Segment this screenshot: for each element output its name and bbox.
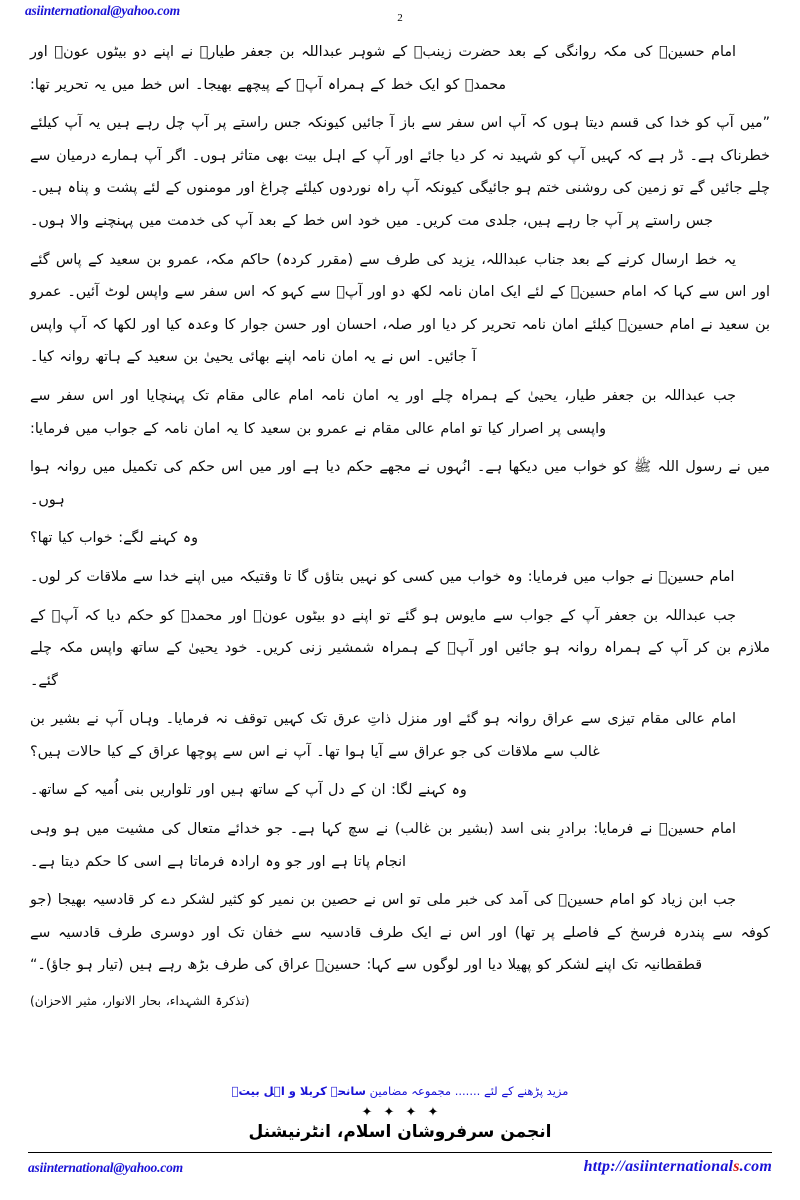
paragraph-3: یہ خط ارسال کرنے کے بعد جناب عبداللہ، یزید کی طرف سے (مقرر کردہ) حاکم مکہ، عمرو بن سعید کے پاس گئے اور اس سے کہا کہ امام حسینؑ کے لئے ایک امان نامہ لکھ دو اور آپؑ سے کہو کہ اس سفر سے واپس لوٹ آئیں۔ عمرو بن سعید نے امام حسینؑ کیلئے امان نامہ تحریر کر دیا اور صلہ، احسان اور حسن جوار کا وعدہ کیا اور لکھا کہ آپ واپس آ جائیں۔ اس نے یہ امان نامہ اپنے بھائی یحییٰ بن سعید کے ہاتھ روانہ کیا۔ [30,251,770,366]
diamond-icon: ✦ [383,1105,395,1120]
paragraph-6: وہ کہنے لگے: خواب کیا تھا؟ [30,530,198,547]
paragraph-12: جب ابن زیاد کو امام حسینؑ کی آمد کی خبر ملی تو اس نے حصین بن نمیر کو کثیر لشکر دے کر قادسیہ بھیجا (جو کوفہ سے پندرہ فرسخ کے فاصلے پر تھا) اور اس نے ایک طرف قادسیہ سے خفان تک اور دوسری طرف قادسیہ سے قطقطانیہ تک اپنے لشکر کو پھیلا دیا اور لوگوں سے کہا: حسینؑ عراق کی طرف بڑھ رہے ہیں (تیار ہو جاؤ)۔“ [30,892,770,974]
diamond-icon: ✦ [361,1105,373,1120]
source-citation: (تذکرۃ الشہداء، بحار الانوار، مثیر الاحزان) [30,994,250,1009]
organization-name: انجمن سرفروشان اسلام، انٹرنیشنل [248,1122,552,1142]
paragraph-4: جب عبداللہ بن جعفر طیار، یحییٰ کے ہمراہ چلے اور یہ امان نامہ امام عالی مقام تک پہنچایا اور اس سفر سے واپسی پر اصرار کیا تو امام عالی مقام نے عمرو بن سعید کا یہ امان نامہ کے جواب میں فرمایا: [30,387,736,437]
paragraph-8: جب عبداللہ بن جعفر آپ کے جواب سے مایوس ہو گئے تو اپنے دو بیٹوں عونؓ اور محمدؓ کو حکم دیا کہ آپؑ کے ملازم بن کر آپ کے ہمراہ روانہ ہو جائیں اور آپؑ کے ہمراہ شمشیر زنی کریں۔ خود یحییٰ کے ساتھ واپس مکہ چلے گئے۔ [30,607,770,689]
footer-website-link[interactable] [584,1158,772,1176]
more-reading-title: سانحہ کربلا و اہل بیتؓ [231,1084,366,1098]
footer-url-accent: s [733,1158,740,1175]
paragraph-7: امام حسینؑ نے جواب میں فرمایا: وہ خواب میں کسی کو نہیں بتاؤں گا تا وقتیکہ میں اپنے خدا سے ملاقات کر لوں۔ [30,568,735,585]
page-footer [0,1157,800,1187]
paragraph-10: وہ کہنے لگا: ان کے دل آپ کے ساتھ ہیں اور تلواریں بنی اُمیہ کے ساتھ۔ [30,782,467,799]
paragraph-2: ”میں آپ کو خدا کی قسم دیتا ہوں کہ آپ اس سفر سے باز آ جائیں کیونکہ جس راستے پر آپ چل رہے ہیں یہ آپ کیلئے خطرناک ہے۔ ڈر ہے کہ کہیں آپ کو شہید نہ کر دیا جائے اور آپ کے اہل بیت بھی متاثر ہوں۔ اگر آپ ہمارے درمیان سے چلے جائیں گے تو زمین کی روشنی ختم ہو جائیگی کیونکہ آپ راہ نوردوں کیلئے چراغ اور مومنوں کے لئے پشت و پناہ ہیں۔ جس راستے پر آپ جا رہے ہیں، جلدی مت کریں۔ میں خود اس خط کے بعد آپ کی خدمت میں پہنچنے والا ہوں۔ [30,115,770,229]
diamond-icon: ✦ [405,1105,417,1120]
page-header [0,0,800,34]
footer-email-link[interactable]: asiinternational@yahoo.com [28,1160,183,1175]
footer-divider [28,1152,772,1153]
page-number: 2 [397,12,403,24]
more-reading-line [30,1084,770,1098]
diamond-separator [0,1104,800,1120]
header-email-link[interactable]: asiinternational@yahoo.com [25,3,180,18]
paragraph-11: امام حسینؑ نے فرمایا: برادرِ بنی اسد (بشیر بن غالب) نے سچ کہا ہے۔ جو خدائے متعال کی مشیت میں ہو وہی انجام پاتا ہے اور جو وہ ارادہ فرماتا ہے اسی کا حکم دیتا ہے۔ [30,821,736,870]
document-body [30,36,770,1022]
more-reading-text: مزید پڑھنے کے لئے ....... مجموعہ مضامین [369,1084,569,1098]
footer-url-prefix: http://asiinternational [583,1158,734,1175]
paragraph-1: امام حسینؑ کی مکہ روانگی کے بعد حضرت زینبؑ کے شوہر عبداللہ بن جعفر طیارؓ نے اپنے دو بیٹوں عونؓ اور محمدؓ کو ایک خط کے ہمراہ آپؑ کے پیچھے بھیجا۔ اس خط میں یہ تحریر تھا: [30,44,736,93]
footer-url-suffix: .com [739,1158,772,1175]
paragraph-9: امام عالی مقام تیزی سے عراق روانہ ہو گئے اور منزل ذاتِ عرق تک کہیں توقف نہ فرمایا۔ وہاں آپ نے بشیر بن غالب سے ملاقات کی جو عراق سے آیا ہوا تھا۔ آپ نے اس سے پوچھا عراق کے کیا حالات ہیں؟ [30,711,736,760]
diamond-icon: ✦ [427,1105,439,1120]
paragraph-5: میں نے رسول اللہ ﷺ کو خواب میں دیکھا ہے۔ انُہوں نے مجھے حکم دیا ہے اور میں اس حکم کی تکمیل میں روانہ ہوا ہوں۔ [30,459,770,508]
